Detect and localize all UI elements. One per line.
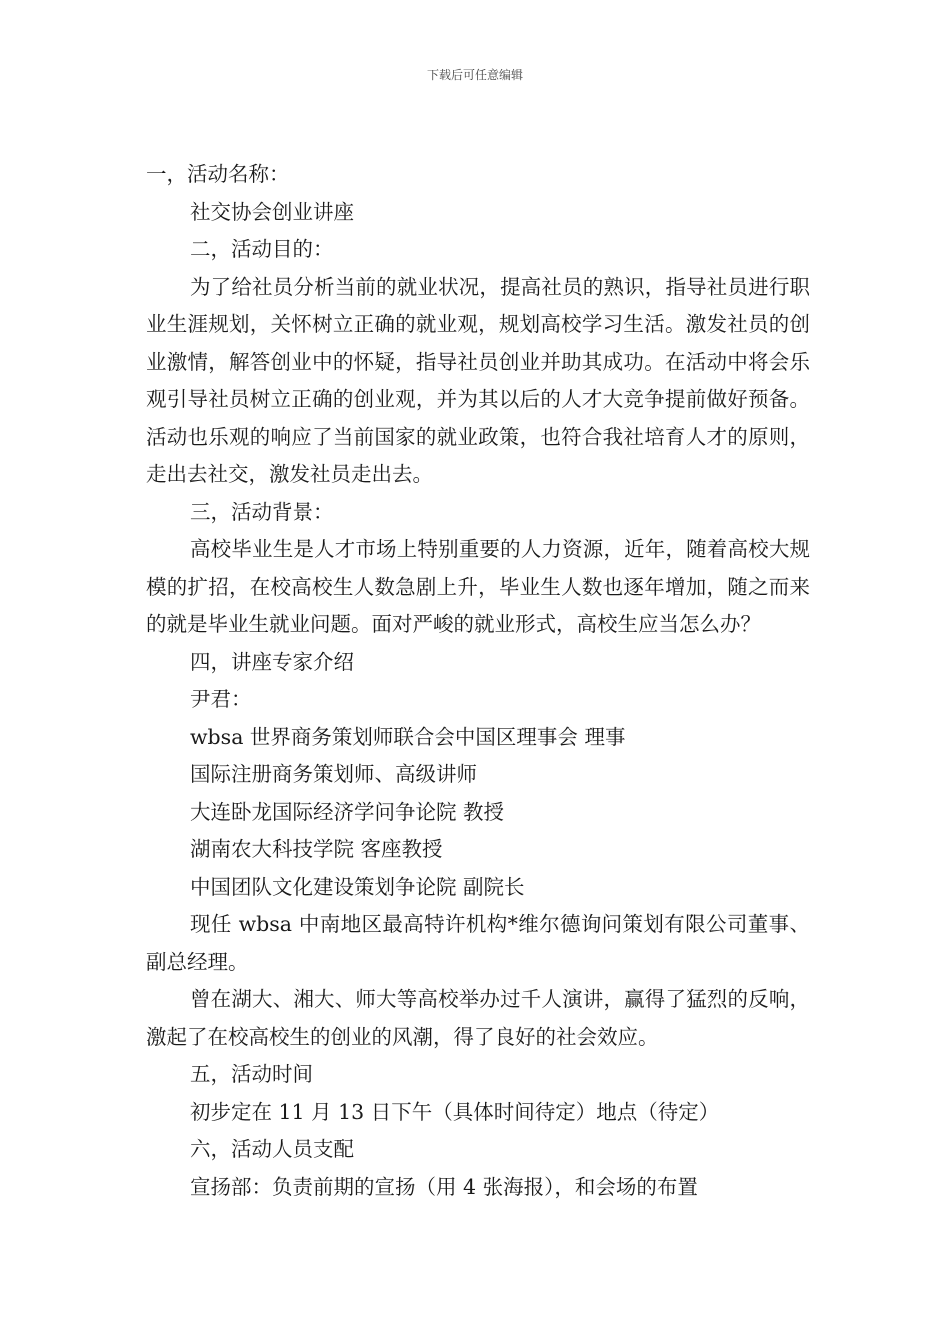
heading-activity-name: 一，活动名称： bbox=[146, 162, 290, 186]
publicity-dept: 宣扬部：负责前期的宣扬（用 4 张海报），和会场的布置 bbox=[190, 1174, 698, 1199]
heading-activity-time: 五，活动时间 bbox=[190, 1062, 313, 1086]
heading-activity-purpose: 二，活动目的： bbox=[190, 237, 334, 261]
expert-title-4: 湖南农大科技学院 客座教授 bbox=[190, 837, 443, 861]
background-paragraph: 高校毕业生是人才市场上特别重要的人力资源，近年，随着高校大规模的扩招，在校高校生人数急剧上升，毕业生人数也逐年增加，随之而来的就是毕业生就业问题。面对严峻的就业形式，高校生应当怎么办？ bbox=[146, 537, 810, 636]
expert-title-3: 大连卧龙国际经济学问争论院 教授 bbox=[190, 799, 505, 824]
page-header: 下载后可任意编辑 bbox=[426, 68, 523, 82]
expert-title-5: 中国团队文化建设策划争论院 副院长 bbox=[190, 874, 525, 899]
heading-expert-intro: 四，讲座专家介绍 bbox=[190, 649, 354, 674]
document-body bbox=[146, 156, 810, 1206]
expert-name: 尹君： bbox=[190, 687, 252, 711]
expert-current-role: 现任 wbsa 中南地区最高特许机构*维尔德询问策划有限公司董事、副总经理。 bbox=[146, 912, 810, 974]
purpose-paragraph: 为了给社员分析当前的就业状况，提高社员的熟识，指导社员进行职业生涯规划，关怀树立正确的就业观，规划高校学习生活。激发社员的创业激情，解答创业中的怀疑，指导社员创业并助其成功。在活动中将会乐观引导社员树立正确的创业观，并为其以后的人才大竞争提前做好预备。活动也乐观的响应了当前国家的就业政策，也符合我社培育人才的原则，走出去社交，激发社员走出去。 bbox=[146, 274, 810, 486]
expert-lectures: 曾在湖大、湘大、师大等高校举办过千人演讲，赢得了猛烈的反响，激起了在校高校生的创业的风潮，得了良好的社会效应。 bbox=[146, 987, 810, 1049]
expert-title-1: wbsa 世界商务策划师联合会中国区理事会 理事 bbox=[190, 724, 626, 749]
activity-name: 社交协会创业讲座 bbox=[190, 199, 354, 224]
expert-title-2: 国际注册商务策划师、高级讲师 bbox=[190, 762, 477, 786]
activity-time: 初步定在 11 月 13 日下午（具体时间待定）地点（待定） bbox=[190, 1099, 720, 1124]
heading-staff-arrangement: 六，活动人员支配 bbox=[190, 1137, 354, 1161]
heading-activity-background: 三，活动背景： bbox=[190, 499, 334, 524]
